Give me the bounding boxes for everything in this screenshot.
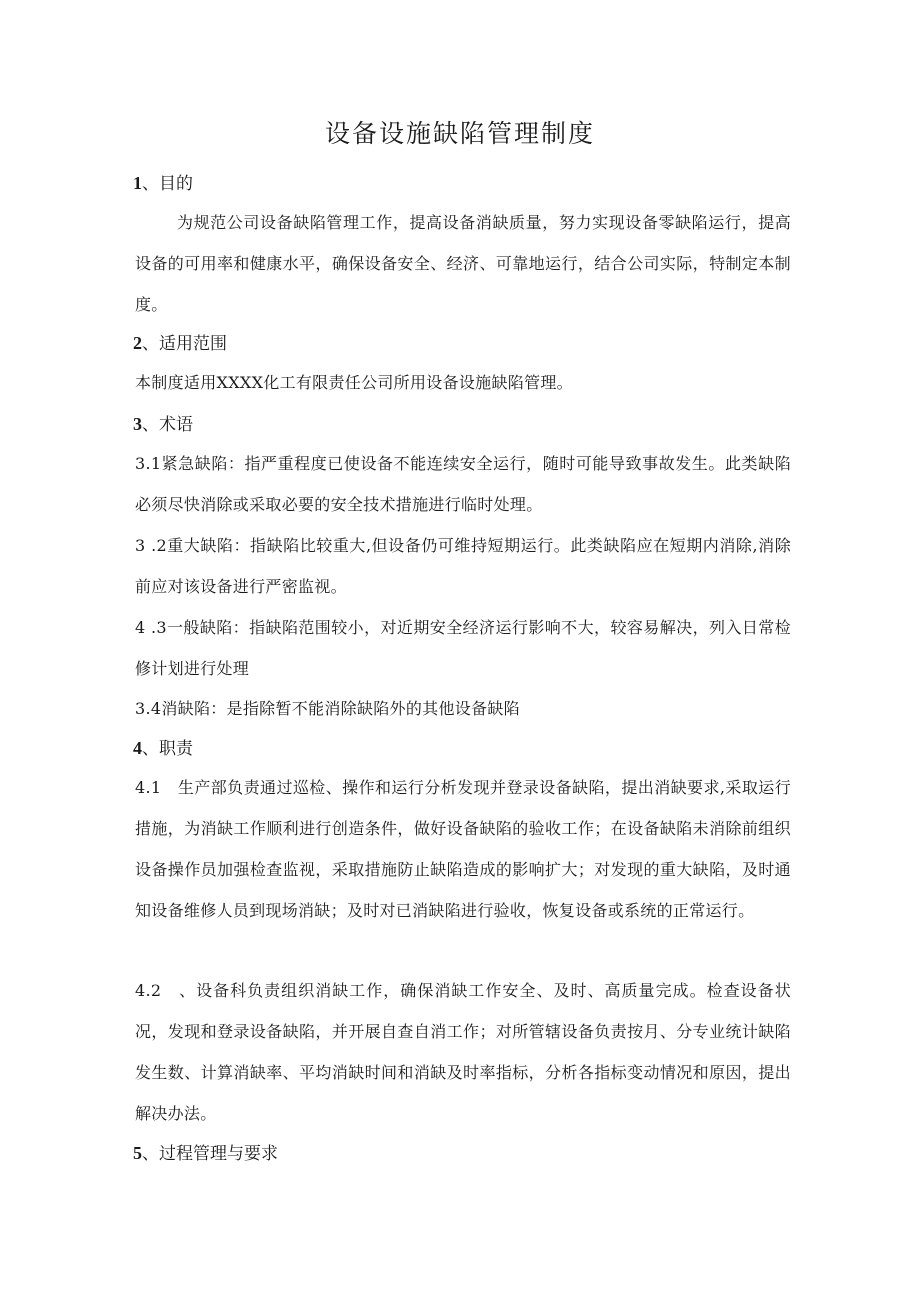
section-number: 2 — [133, 333, 142, 353]
section-title: 、过程管理与要求 — [142, 1144, 278, 1164]
section-heading-2 — [133, 331, 227, 356]
section-heading-5 — [133, 1141, 278, 1166]
section-number: 4 — [133, 738, 142, 758]
document-title: 设备设施缺陷管理制度 — [324, 119, 595, 148]
section-number: 1 — [133, 173, 142, 193]
section-title: 、目的 — [142, 174, 193, 194]
duty-4-2: 4.2 、设备科负责组织消缺工作，确保消缺工作安全、及时、高质量完成。检查设备状况，发现和登录设备缺陷，并开展自查自消工作；对所管辖设备负责按月、分专业统计缺陷发生数、计算消缺率、平均消缺时间和消缺及时率指标，分析各指标变动情况和原因，提出解决办法。 — [135, 981, 791, 1123]
term-3-4: 3.4消缺陷：是指除暂不能消除缺陷外的其他设备缺陷 — [135, 699, 520, 718]
section-number: 3 — [133, 414, 142, 434]
duty-4-1: 4.1 生产部负责通过巡检、操作和运行分析发现并登录设备缺陷，提出消缺要求,采取运行措施，为消缺工作顺利进行创造条件，做好设备缺陷的验收工作；在设备缺陷未消除前组织设备操作员加强检查监视，采取措施防止缺陷造成的影响扩大；对发现的重大缺陷，及时通知设备维修人员到现场消缺；及时对已消缺陷进行验收，恢复设备或系统的正常运行。 — [135, 778, 791, 920]
section-title: 、术语 — [142, 415, 193, 435]
section-2-paragraph-1: 本制度适用XXXX化工有限责任公司所用设备设施缺陷管理。 — [135, 373, 573, 392]
section-heading-1 — [133, 171, 193, 196]
term-3-3: 4 .3一般缺陷：指缺陷范围较小，对近期安全经济运行影响不大，较容易解决，列入日常检修计划进行处理 — [135, 618, 791, 678]
section-1-paragraph-1: 为规范公司设备缺陷管理工作，提高设备消缺质量，努力实现设备零缺陷运行，提高设备的可用率和健康水平，确保设备安全、经济、可靠地运行，结合公司实际，特制定本制度。 — [135, 213, 791, 314]
section-heading-3 — [133, 412, 193, 437]
section-title: 、职责 — [142, 739, 193, 759]
section-title: 、适用范围 — [142, 334, 227, 354]
section-heading-4 — [133, 736, 193, 761]
term-3-2: 3 .2重大缺陷：指缺陷比较重大,但设备仍可维持短期运行。此类缺陷应在短期内消除,消除前应对该设备进行严密监视。 — [135, 536, 791, 596]
term-3-1: 3.1紧急缺陷：指严重程度已使设备不能连续安全运行，随时可能导致事故发生。此类缺陷必须尽快消除或采取必要的安全技术措施进行临时处理。 — [135, 454, 791, 514]
section-number: 5 — [133, 1143, 142, 1163]
